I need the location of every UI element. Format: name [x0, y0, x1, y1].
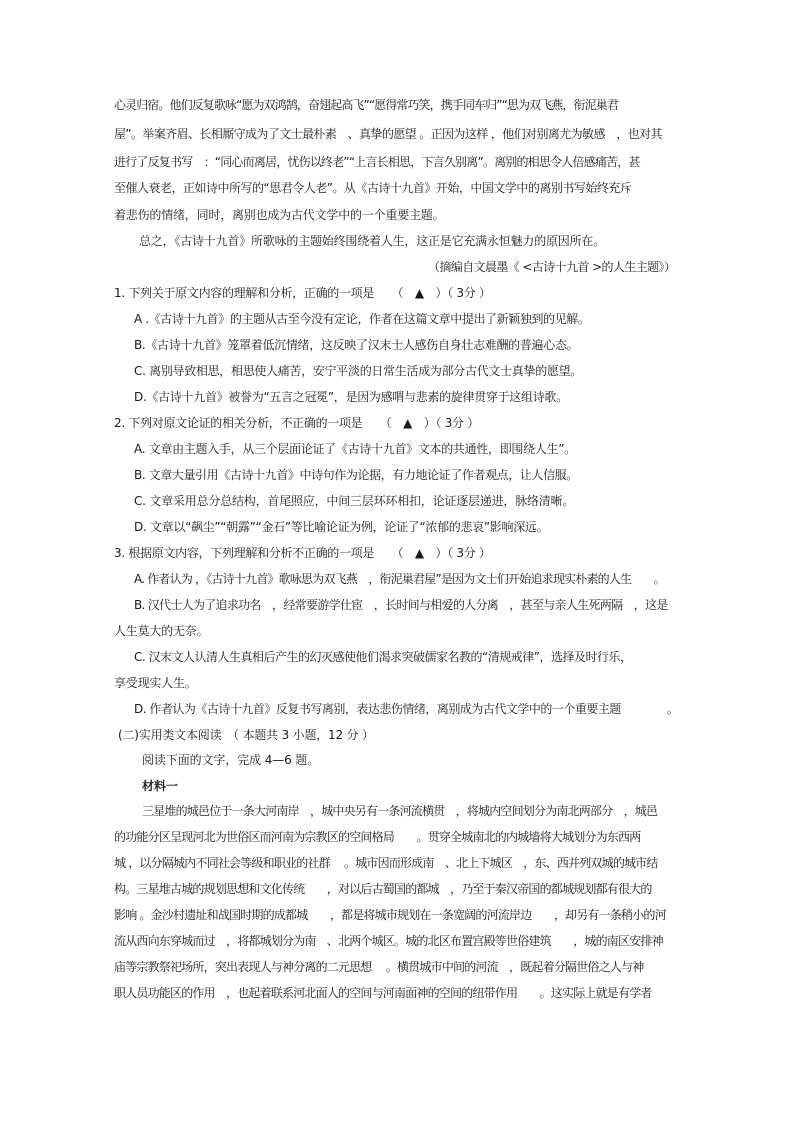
- passage-line: 屋”。举案齐眉、长相厮守成为了文士最朴素 、真挚的愿望 。正因为这样 ，他们对别离尤为敏感 ，也对其: [114, 127, 662, 141]
- section-instruction: 阅读下面的文字，完成 4—6 题。: [142, 753, 320, 767]
- question-1-option-d: D.《古诗十九首》被誉为“五言之冠冕”，是因为感喟与悲素的旋律贯穿于这组诗歌。: [134, 390, 568, 404]
- material-paragraph-line: 城 ，以分隔城内不同社会等级和职业的社群 。城市因而形成南 、北上下城区 ，东、西并列双城的城市结: [114, 856, 658, 870]
- material-paragraph-line: 的功能分区呈现河北为世俗区而河南为宗教区的空间格局 。贯穿全城南北的内城墙将大城划分为东西两: [114, 830, 641, 844]
- question-3-option-a: A. 作者认为 ，《古诗十九首》歌咏思为双飞燕 ，衔泥巢君屋”是因为文士们开始追求现实朴素的人生 。: [134, 572, 665, 586]
- question-3-option-b: B. 汉代士人为了追求功名 ，经常要游学仕宦 ，长时间与相爱的人分离 ，甚至与亲人生死两隔 ，这是: [134, 598, 668, 612]
- passage-line: 进行了反复书写 ：“同心而离居，忧伤以终老”“上言长相思，下言久别离”。离别的相思令人倍感痛苦，甚: [114, 155, 640, 169]
- material-paragraph-line: 影响 。金沙村遗址和战国时期的成都城 ，都是将城市规划在一条宽阔的河流岸边 ，却另有一条稍小的河: [114, 908, 666, 922]
- passage-line: 着悲伤的情绪，同时，离别也成为古代文学中的一个重要主题。: [114, 208, 445, 222]
- question-3-option-c-cont: 享受现实人生。: [114, 676, 197, 690]
- section-heading: (二)实用类文本阅读 （ 本题共 3 小题，12 分 ）: [118, 728, 374, 742]
- question-2-option-c: C. 文章采用总分总结构，首尾照应，中间三层环环相扣，论证逐层递进，脉络清晰。: [134, 494, 575, 508]
- question-3-stem: 3. 根据原文内容，下列理解和分析不正确的一项是 （ ▲ ）（ 3分 ）: [114, 546, 491, 560]
- material-title: 材料一: [142, 779, 179, 793]
- material-paragraph-line: 庙等宗教祭祀场所，突出表现人与神分离的二元思想 。横贯城市中间的河流 ，既起着分隔世俗之人与神: [114, 960, 644, 974]
- question-2-option-d: D. 文章以“飙尘”“朝露”“金石”等比喻论证为例，论证了“浓郁的悲哀”影响深远。: [134, 520, 549, 534]
- material-paragraph-line: 构。三星堆古城的规划思想和文化传统 ，对以后古蜀国的都城 ，乃至于秦汉帝国的都城规划都有很大的: [114, 882, 652, 896]
- question-3-option-b-cont: 人生莫大的无奈。: [114, 624, 209, 638]
- material-paragraph-line: 三星堆的城邑位于一条大河南岸 ，城中央另有一条河流横贯 ，将城内空间划分为南北两部分 ，城邑: [142, 804, 658, 818]
- question-1-stem: 1. 下列关于原文内容的理解和分析，正确的一项是 （ ▲ ）（ 3分 ）: [114, 286, 491, 300]
- question-3-option-d: D. 作者认为《古诗十九首》反复书写离别，表达悲伤情绪，离别成为古代文学中的一个重要主题 。: [134, 702, 679, 716]
- question-1-option-b: B.《古诗十九首》笼罩着低沉情绪，这反映了汉末士人感伤自身壮志难酬的普遍心态。: [134, 338, 579, 352]
- material-paragraph-line: 流从西向东穿城而过 ，将都城划分为南 、北两个城区。城的北区布置宫殿等世俗建筑 ，城的南区安排神: [114, 934, 663, 948]
- material-paragraph-line: 职人员功能区的作用 ，也起着联系河北面人的空间与河南面神的空间的纽带作用 。这实际上就是有学者: [114, 986, 652, 1000]
- question-1-option-a: A .《古诗十九首》的主题从古至今没有定论，作者在这篇文章中提出了新颖独到的见解。: [134, 312, 590, 326]
- source-citation: （摘编自文晨墨《 <古诗十九首 >的人生主题》）: [428, 260, 676, 274]
- question-2-option-a: A. 文章由主题入手，从三个层面论证了《古诗十九首》文本的共通性，即围绕人生”。: [134, 442, 576, 456]
- question-2-stem: 2. 下列对原文论证的相关分析，不正确的一项是 （ ▲ ）（ 3分 ）: [114, 416, 479, 430]
- passage-line: 至催人衰老，正如诗中所写的“思君令人老”。从《古诗十九首》开始，中国文学中的离别书写始终充斥: [114, 181, 632, 195]
- question-1-option-c: C. 离别导致相思，相思使人痛苦，安宁平淡的日常生活成为部分古代文士真挚的愿望。: [134, 364, 583, 378]
- question-2-option-b: B. 文章大量引用《古诗十九首》中诗句作为论据，有力地论证了作者观点，让人信服。: [134, 468, 578, 482]
- summary-paragraph: 总之，《古诗十九首》所歌咏的主题始终围绕着人生，这正是它充满永恒魅力的原因所在。: [139, 234, 606, 248]
- passage-line: 心灵归宿。他们反复歌咏“愿为双鸿鹄，奋翅起高飞”“愿得常巧笑，携手同车归”“思为双飞燕，衔泥巢君: [114, 98, 618, 112]
- question-3-option-c: C. 汉末文人认清人生真相后产生的幻灭感使他们渴求突破儒家名教的“清规戒律”，选择及时行乐，: [134, 650, 632, 664]
